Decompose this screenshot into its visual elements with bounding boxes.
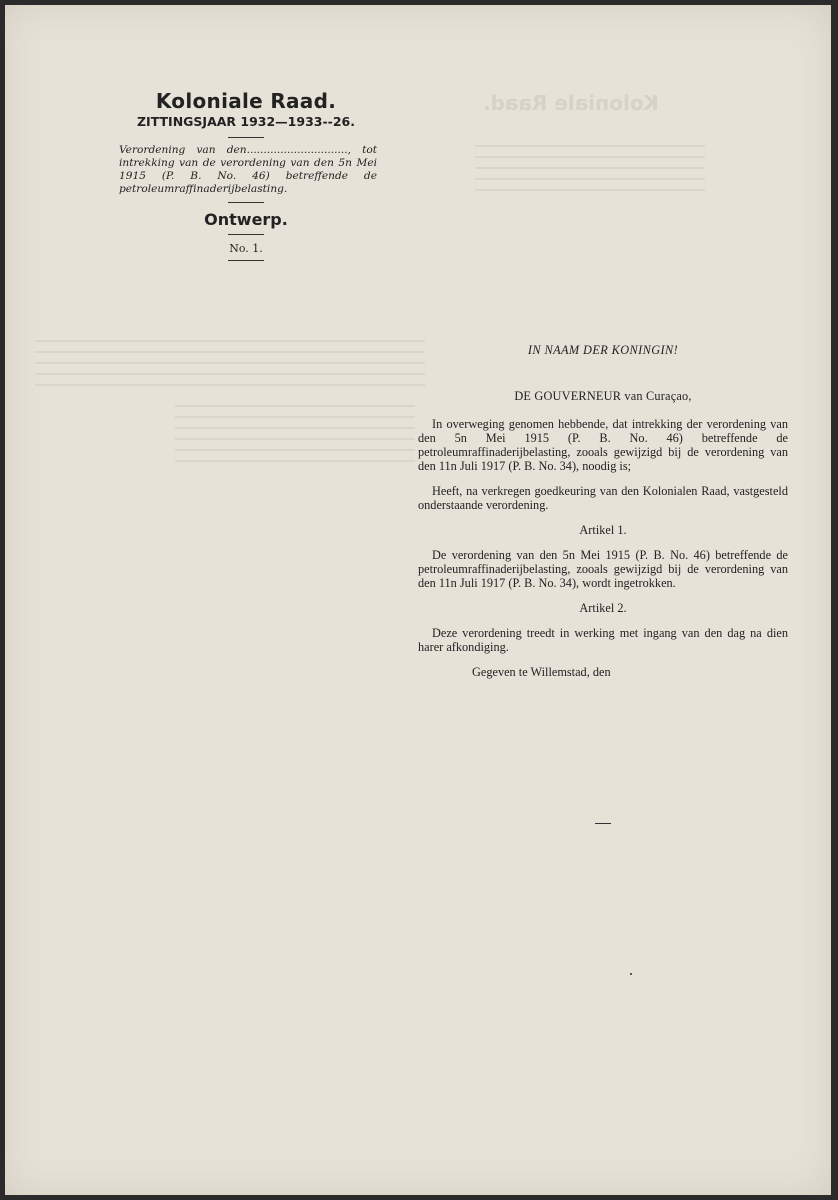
draft-label: Ontwerp. xyxy=(204,210,288,229)
divider xyxy=(228,260,264,261)
ordinance-body xyxy=(418,343,788,679)
header-block xyxy=(113,89,379,265)
council-title: Koloniale Raad. xyxy=(155,89,337,113)
article-2-title: Artikel 2. xyxy=(579,601,627,615)
article-2-text: Deze verordening treedt in werking met ingang van den dag na dien harer afkondiging. xyxy=(418,626,788,654)
show-through-title: Koloniale Raad. xyxy=(483,91,659,115)
document-page xyxy=(5,5,831,1195)
article-1-text: De verordening van den 5n Mei 1915 (P. B. No. 46) betreffende de petroleumraffinaderijbelasting, zooals gewijzigd bij de verordening van den 11n Juli 1917 (P. B. No. 34), wordt ingetrokken. xyxy=(418,548,788,590)
session-year: ZITTINGSJAAR 1932—1933--26. xyxy=(136,114,355,129)
show-through-lines-left-2 xyxy=(175,405,415,465)
paper-speck xyxy=(630,973,632,975)
divider xyxy=(228,234,264,235)
divider xyxy=(228,137,264,138)
show-through-lines-left xyxy=(35,340,425,395)
document-number: No. 1. xyxy=(229,242,263,255)
given-at-line: Gegeven te Willemstad, den xyxy=(472,665,611,679)
closing-rule xyxy=(595,823,611,824)
considering-paragraph: In overweging genomen hebbende, dat intrekking der verordening van den 5n Mei 1915 (P. B. No. 46) betreffende de petroleumraffinaderijbelasting, zooals gewijzigd bij de verordening van den 11n Juli 1917 (P. B. No. 34), noodig is; xyxy=(418,417,788,473)
governor-line: DE GOUVERNEUR van Curaçao, xyxy=(514,389,692,403)
divider xyxy=(228,202,264,203)
article-1-title: Artikel 1. xyxy=(579,523,627,537)
show-through-lines-top xyxy=(475,145,705,195)
enactment-paragraph: Heeft, na verkregen goedkeuring van den Kolonialen Raad, vastgesteld onderstaande verordening. xyxy=(418,484,788,512)
ordinance-subject: Verordening van den.............................., tot intrekking van de verordening van den 5n Mei 1915 (P. B. No. 46) betreffende de petroleumraffinaderijbelasting. xyxy=(119,144,377,195)
royal-heading: IN NAAM DER KONINGIN! xyxy=(527,343,679,357)
